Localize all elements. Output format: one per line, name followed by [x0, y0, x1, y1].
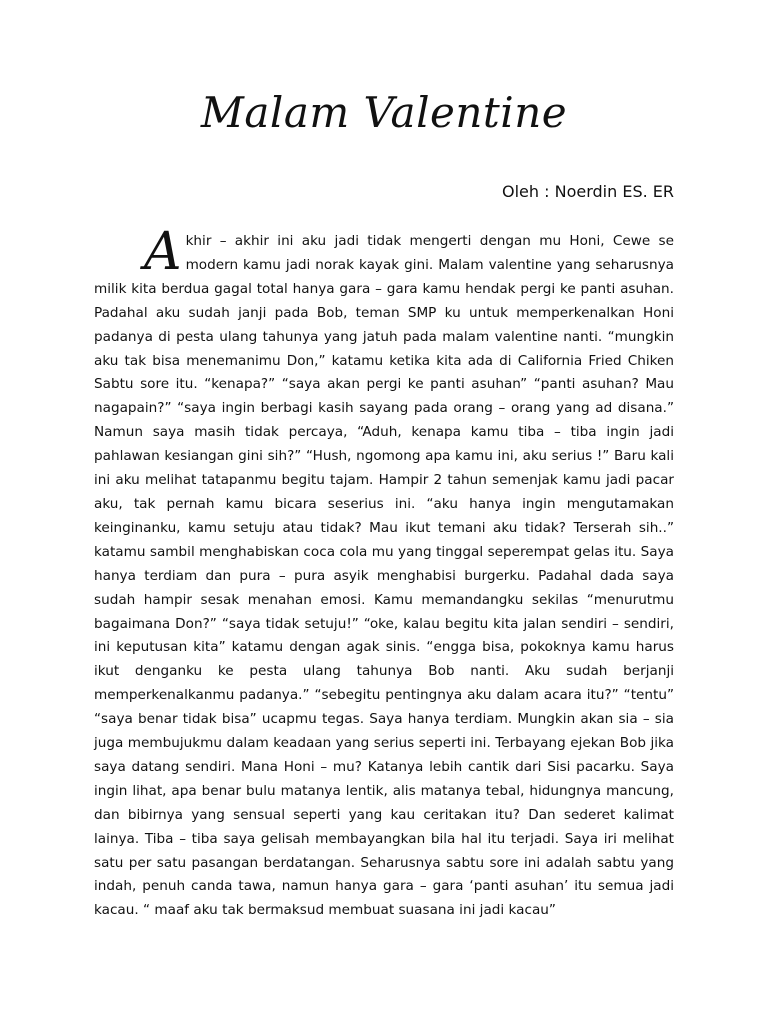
- story-paragraph: [94, 222, 674, 923]
- drop-cap: A: [144, 222, 182, 282]
- story-text: khir – akhir ini aku jadi tidak mengerti dengan mu Honi, Cewe se modern kamu jadi norak kayak gini. Malam valentine yang seharusnya milik kita berdua gagal total hanya gara – gara kamu hendak pergi ke panti asuhan. Padahal aku sudah janji pada Bob, teman SMP ku untuk memperkenalkan Honi padanya di pesta ulang tahunya yang jatuh pada malam valentine nanti. “mungkin aku tak bisa menemanimu Don,” katamu ketika kita ada di California Fried Chiken Sabtu sore itu. “kenapa?” “saya akan pergi ke panti asuhan” “panti asuhan? Mau nagapain?” “saya ingin berbagi kasih sayang pada orang – orang yang ad disana.” Namun saya masih tidak percaya, “Aduh, kenapa kamu tiba – tiba ingin jadi pahlawan kesiangan gini sih?” “Hush, ngomong apa kamu ini, aku serius !” Baru kali ini aku melihat tatapanmu begitu tajam. Hampir 2 tahun semenjak kamu jadi pacar aku, tak pernah kamu bicara seserius ini. “aku hanya ingin mengutamakan keinginanku, kamu setuju atau tidak? Mau ikut temani aku tidak? Terserah sih..” katamu sambil menghabiskan coca cola mu yang tinggal seperempat gelas itu. Saya hanya terdiam dan pura – pura asyik menghabisi burgerku. Padahal dada saya sudah hampir sesak menahan emosi. Kamu memandangku sekilas “menurutmu bagaimana Don?” “saya tidak setuju!” “oke, kalau begitu kita jalan sendiri – sendiri, ini keputusan kita” katamu dengan agak sinis. “engga bisa, pokoknya kamu harus ikut denganku ke pesta ulang tahunya Bob nanti. Aku sudah berjanji memperkenalkanmu padanya.” “sebegitu pentingnya aku dalam acara itu?” “tentu” “saya benar tidak bisa” ucapmu tegas. Saya hanya terdiam. Mungkin akan sia – sia juga membujukmu dalam keadaan yang serius seperti ini. Terbayang ejekan Bob jika saya datang sendiri. Mana Honi – mu? Katanya lebih cantik dari Sisi pacarku. Saya ingin lihat, apa benar bulu matanya lentik, alis matanya tebal, hidungnya mancung, dan bibirnya yang sensual seperti yang kau ceritakan itu? Dan sederet kalimat lainya. Tiba – tiba saya gelisah membayangkan bila hal itu terjadi. Saya iri melihat satu per satu pasangan berdatangan. Seharusnya sabtu sore ini adalah sabtu yang indah, penuh canda tawa, namun hanya gara – gara ‘panti asuhan’ itu semua jadi kacau. “ maaf aku tak bermaksud membuat suasana ini jadi kacau”: [94, 233, 674, 919]
- document-title: Malam Valentine: [200, 88, 568, 137]
- author-line: Oleh : Noerdin ES. ER: [502, 182, 674, 201]
